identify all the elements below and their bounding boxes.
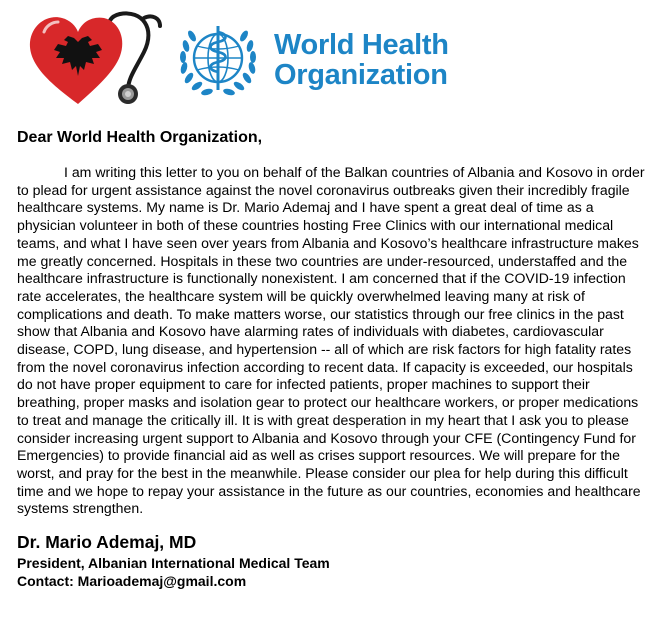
who-name-line1: World Health xyxy=(274,29,449,61)
letter xyxy=(17,128,645,590)
albania-heart-stethoscope-icon xyxy=(24,8,166,108)
salutation: Dear World Health Organization, xyxy=(17,129,263,146)
signature-title: President, Albanian International Medical Team xyxy=(17,555,330,572)
signature-name: Dr. Mario Ademaj, MD xyxy=(17,532,197,553)
who-name-line2: Organization xyxy=(274,59,448,91)
letter-body: I am writing this letter to you on behalf of the Balkan countries of Albania and Kosovo in order to plead for urgent assistance against the novel coronavirus outbreaks given their incredibly fragile healthcare systems. My name is Dr. Mario Ademaj and I have spent a great deal of time as a physician volunteer in both of these countries hosting Free Clinics with our international medical teams, and what I have seen over years from Albania and Kosovo’s healthcare infrastructure makes me greatly concerned. Hospitals in these two countries are under-resourced, understaffed and the healthcare infrastructure is functionally nonexistent. I am concerned that if the COVID-19 infection rate accelerates, the healthcare system will be quickly overwhelmed leaving many at risk of complications and death. To make matters worse, our statistics through our free clinics in the past show that Albania and Kosovo have alarming rates of individuals with diabetes, cardiovascular disease, COPD, lung disease, and hypertension -- all of which are risk factors for high fatality rates from the novel coronavirus infection according to recent data. If capacity is exceeded, our hospitals do not have proper equipment to care for infected patients, proper machines to support their breathing, proper masks and isolation gear to protect our healthcare workers, or proper medications to treat and manage the critically ill. It is with great desperation in my heart that I ask you to please consider increasing urgent support to Albania and Kosovo through your CFE (Contingency Fund for Emergencies) to provide financial aid as well as crises support resources. We will prepare for the worst, and pray for the best in the meanwhile. Please consider our plea for help during this difficult time and we hope to repay your assistance in the future as our countries, economies and healthcare systems strengthen. xyxy=(17,164,645,517)
letterhead xyxy=(0,0,660,118)
who-emblem-icon xyxy=(166,16,270,102)
signature-contact: Contact: Marioademaj@gmail.com xyxy=(17,573,247,590)
who-wordmark xyxy=(274,30,464,90)
